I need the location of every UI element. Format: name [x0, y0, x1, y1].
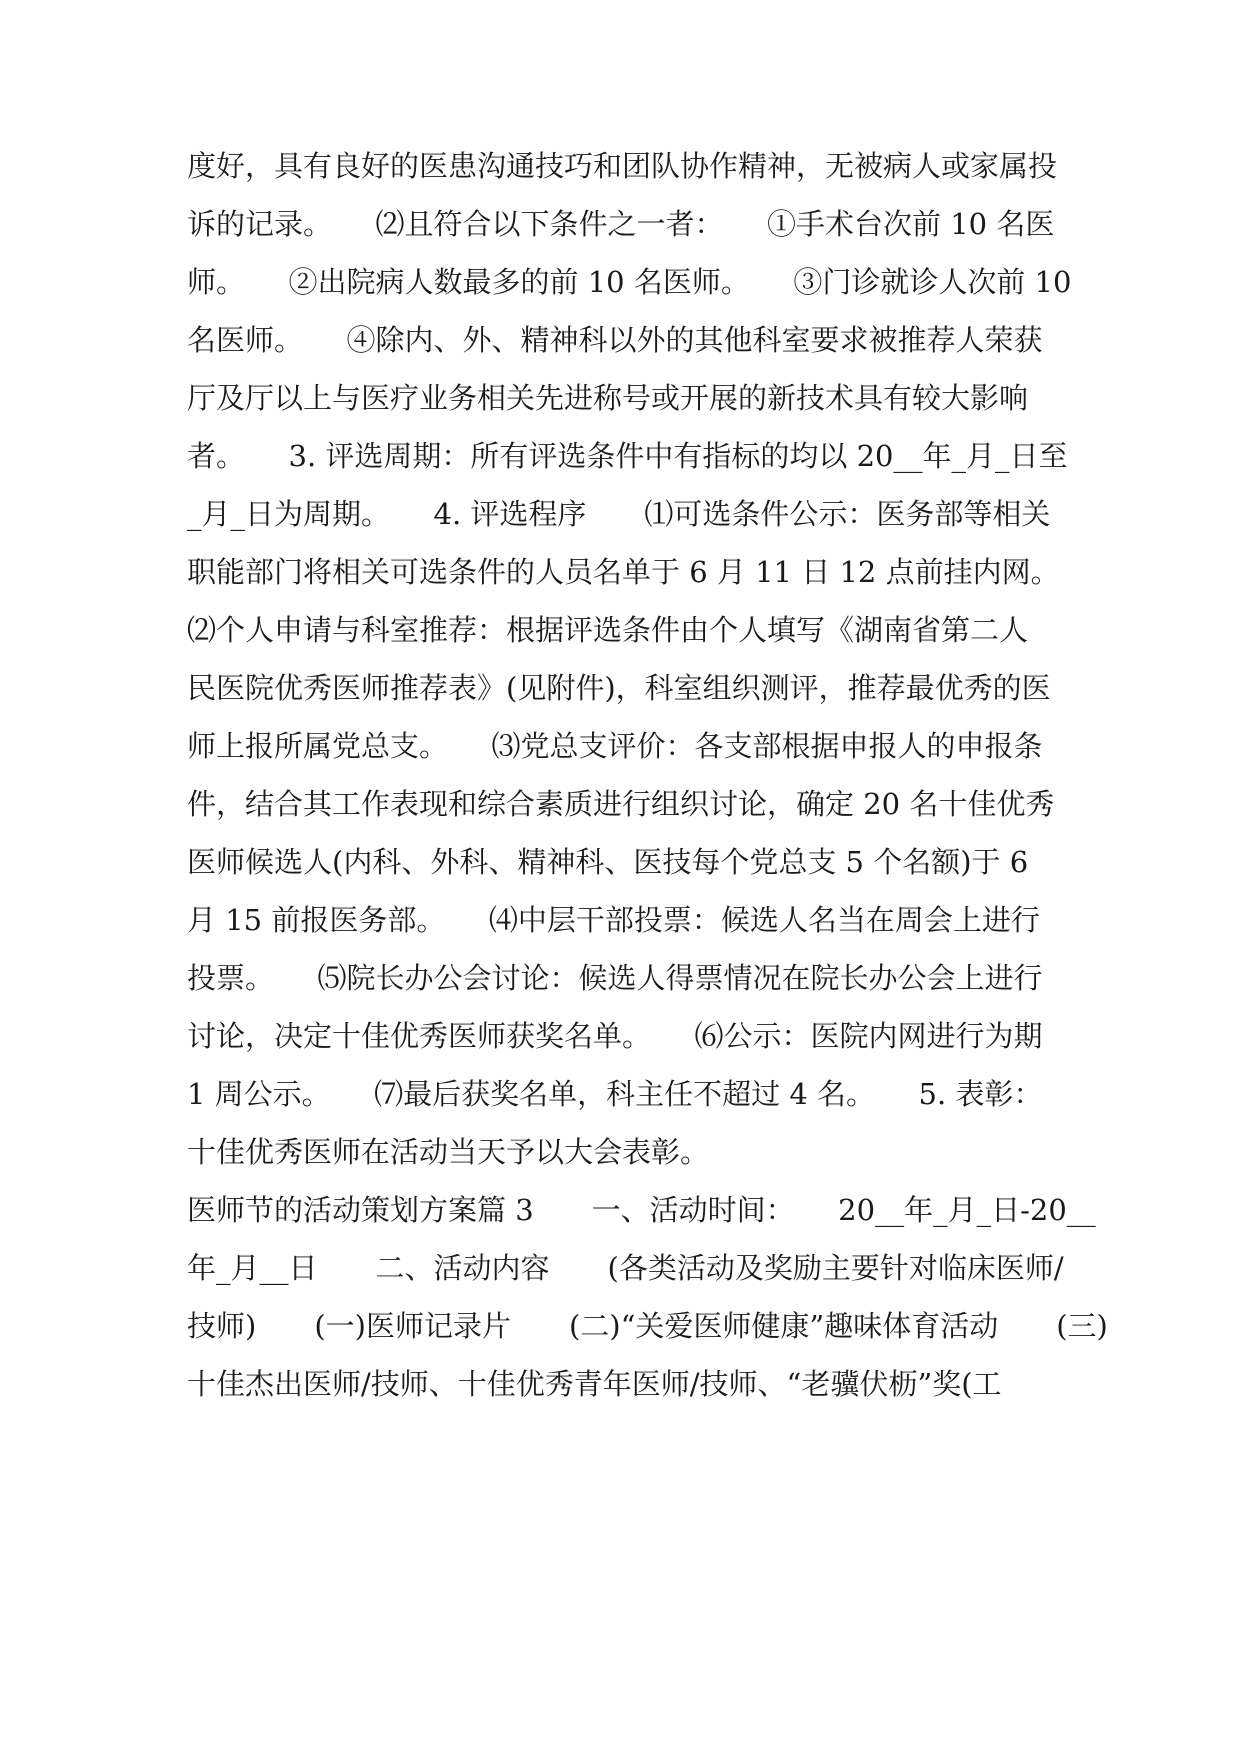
text-line: 师上报所属党总支。 ⑶党总支评价：各支部根据申报人的申报条 — [187, 729, 1043, 763]
text-line: 技师) (一)医师记录片 (二)“关爱医师健康”趣味体育活动 (三) — [187, 1309, 1108, 1343]
text-line: 师。 ②出院病人数最多的前 10 名医师。 ③门诊就诊人次前 10 — [187, 265, 1072, 299]
text-line: 职能部门将相关可选条件的人员名单于 6 月 11 日 12 点前挂内网。 — [187, 555, 1060, 589]
text-line: 讨论，决定十佳优秀医师获奖名单。 ⑹公示：医院内网进行为期 — [187, 1019, 1043, 1053]
text-line: ⑵个人申请与科室推荐：根据评选条件由个人填写《湖南省第二人 — [187, 613, 1029, 647]
text-line: 医师候选人(内科、外科、精神科、医技每个党总支 5 个名额)于 6 — [187, 845, 1029, 879]
text-line: _月_日为周期。 4. 评选程序 ⑴可选条件公示：医务部等相关 — [187, 497, 1051, 531]
text-line: 十佳优秀医师在活动当天予以大会表彰。 — [187, 1135, 710, 1169]
text-line: 1 周公示。 ⑺最后获奖名单，科主任不超过 4 名。 5. 表彰： — [187, 1077, 1043, 1111]
text-line: 件，结合其工作表现和综合素质进行组织讨论，确定 20 名十佳优秀 — [187, 787, 1055, 821]
text-line: 月 15 前报医务部。 ⑷中层干部投票：候选人名当在周会上进行 — [187, 903, 1040, 937]
text-line: 度好，具有良好的医患沟通技巧和团队协作精神，无被病人或家属投 — [187, 149, 1058, 183]
text-line: 年_月__日 二、活动内容 (各类活动及奖励主要针对临床医师/ — [187, 1251, 1064, 1285]
text-line: 投票。 ⑸院长办公会讨论：候选人得票情况在院长办公会上进行 — [187, 961, 1043, 995]
text-line: 民医院优秀医师推荐表》(见附件)，科室组织测评，推荐最优秀的医 — [187, 671, 1051, 705]
text-line: 者。 3. 评选周期：所有评选条件中有指标的均以 20__年_月_日至 — [187, 439, 1068, 473]
text-line: 厅及厅以上与医疗业务相关先进称号或开展的新技术具有较大影响 — [187, 381, 1029, 415]
section-heading-line: 医师节的活动策划方案篇 3 一、活动时间： 20__年_月_日-20__ — [187, 1193, 1096, 1227]
text-line: 名医师。 ④除内、外、精神科以外的其他科室要求被推荐人荣获 — [187, 323, 1043, 357]
text-line: 诉的记录。 ⑵且符合以下条件之一者： ①手术台次前 10 名医 — [187, 207, 1055, 241]
text-line: 十佳杰出医师/技师、十佳优秀青年医师/技师、“老骥伏枥”奖(工 — [187, 1367, 1002, 1401]
